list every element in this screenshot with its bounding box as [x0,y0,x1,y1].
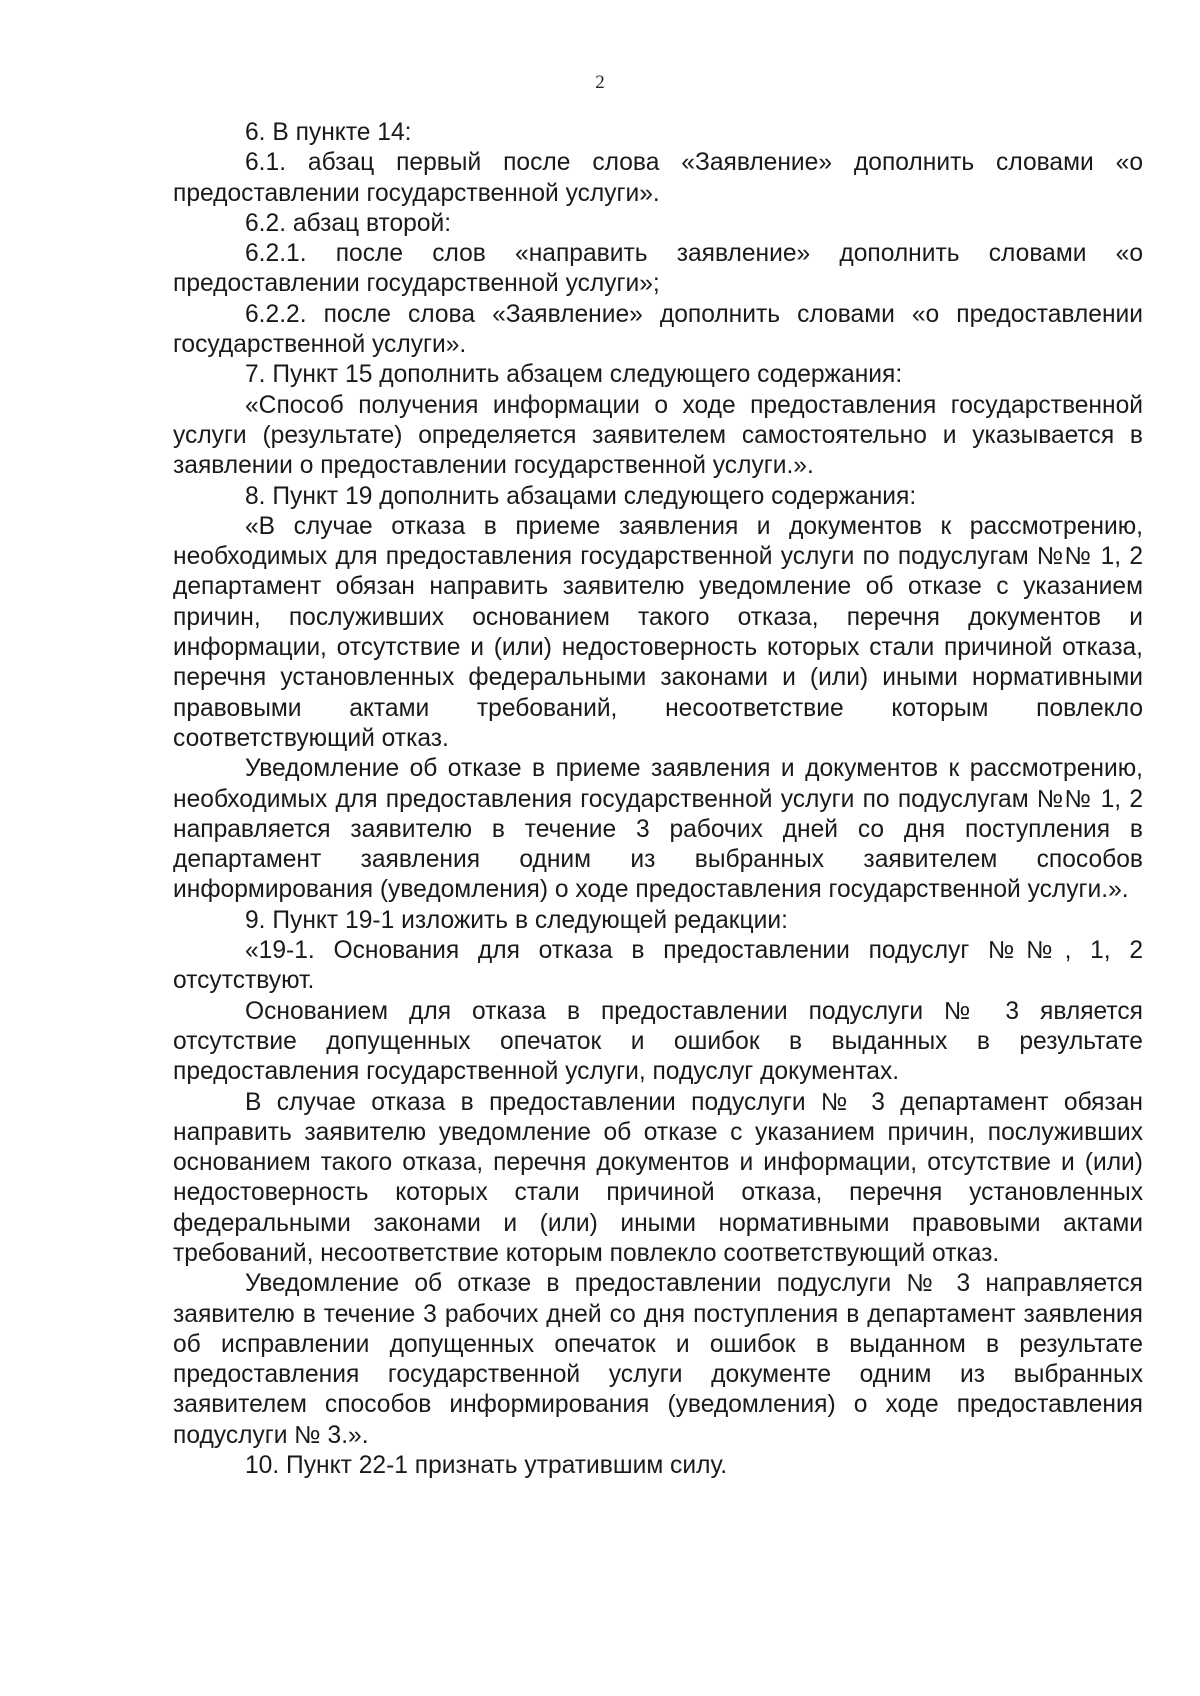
paragraph-item-8-text-2: Уведомление об отказе в приеме заявления и документов к рассмотрению, необходимых для предоставления государственной услуги по подуслугам №№ 1, 2 направляется заявителю в течение 3 рабочих дней со дня поступления в департамент заявления одним из выбранных заявителем способов информирования (уведомления) о ходе предоставления государственной услуги.». [173,755,1143,904]
paragraph-item-9-text-2: Основанием для отказа в предоставлении подуслуги № 3 является отсутствие допущенных опечаток и ошибок в выданных в результате предоставления государственной услуги, подуслуг документах. [173,997,1143,1086]
paragraph-item-10: 10. Пункт 22-1 признать утратившим силу. [245,1452,728,1480]
paragraph-item-6-2-2: 6.2.2. после слова «Заявление» дополнить словами «о предоставлении государственной услуги». [173,300,1143,359]
document-body [173,118,1143,1481]
paragraph-item-8-text-1: «В случае отказа в приеме заявления и документов к рассмотрению, необходимых для предоставления государственной услуги по подуслугам №№ 1, 2 департамент обязан направить заявителю уведомление об отказе с указанием причин, послуживших основанием такого отказа, перечня документов и информации, отсутствие и (или) недостоверность которых стали причиной отказа, перечня установленных федеральными законами и (или) иными нормативными правовыми актами требований, несоответствие которым повлекло соответствующий отказ. [173,512,1143,752]
paragraph-item-7: 7. Пункт 15 дополнить абзацем следующего содержания: [245,361,903,389]
paragraph-item-6: 6. В пункте 14: [245,119,412,146]
paragraph-item-6-2: 6.2. абзац второй: [245,209,452,237]
paragraph-item-6-2-1: 6.2.1. после слов «направить заявление» дополнить словами «о предоставлении государственной услуги»; [173,240,1143,298]
paragraph-item-7-text: «Способ получения информации о ходе предоставления государственной услуги (результате) определяется заявителем самостоятельно и указывается в заявлении о предоставлении государственной услуги.». [173,391,1143,480]
paragraph-item-9-text-1: «19-1. Основания для отказа в предоставлении подуслуг №№, 1, 2 отсутствуют. [173,937,1143,995]
paragraph-item-9: 9. Пункт 19-1 изложить в следующей редакции: [245,906,788,934]
paragraph-item-9-text-4: Уведомление об отказе в предоставлении подуслуги № 3 направляется заявителю в течение 3 рабочих дней со дня поступления в департамент заявления об исправлении допущенных опечаток и ошибок в выданном в результате предоставления государственной услуги документе одним из выбранных заявителем способов информирования (уведомления) о ходе предоставления подуслуги № 3.». [173,1270,1143,1449]
page-number: 2 [595,72,605,93]
paragraph-item-9-text-3: В случае отказа в предоставлении подуслуги № 3 департамент обязан направить заявителю уведомление об отказе с указанием причин, послуживших основанием такого отказа, перечня документов и информации, отсутствие и (или) недостоверность которых стали причиной отказа, перечня установленных федеральными законами и (или) иными нормативными правовыми актами требований, несоответствие которым повлекло соответствующий отказ. [173,1088,1143,1267]
paragraph-item-6-1: 6.1. абзац первый после слова «Заявление» дополнить словами «о предоставлении государственной услуги». [173,149,1143,207]
paragraph-item-8: 8. Пункт 19 дополнить абзацами следующего содержания: [245,482,917,510]
